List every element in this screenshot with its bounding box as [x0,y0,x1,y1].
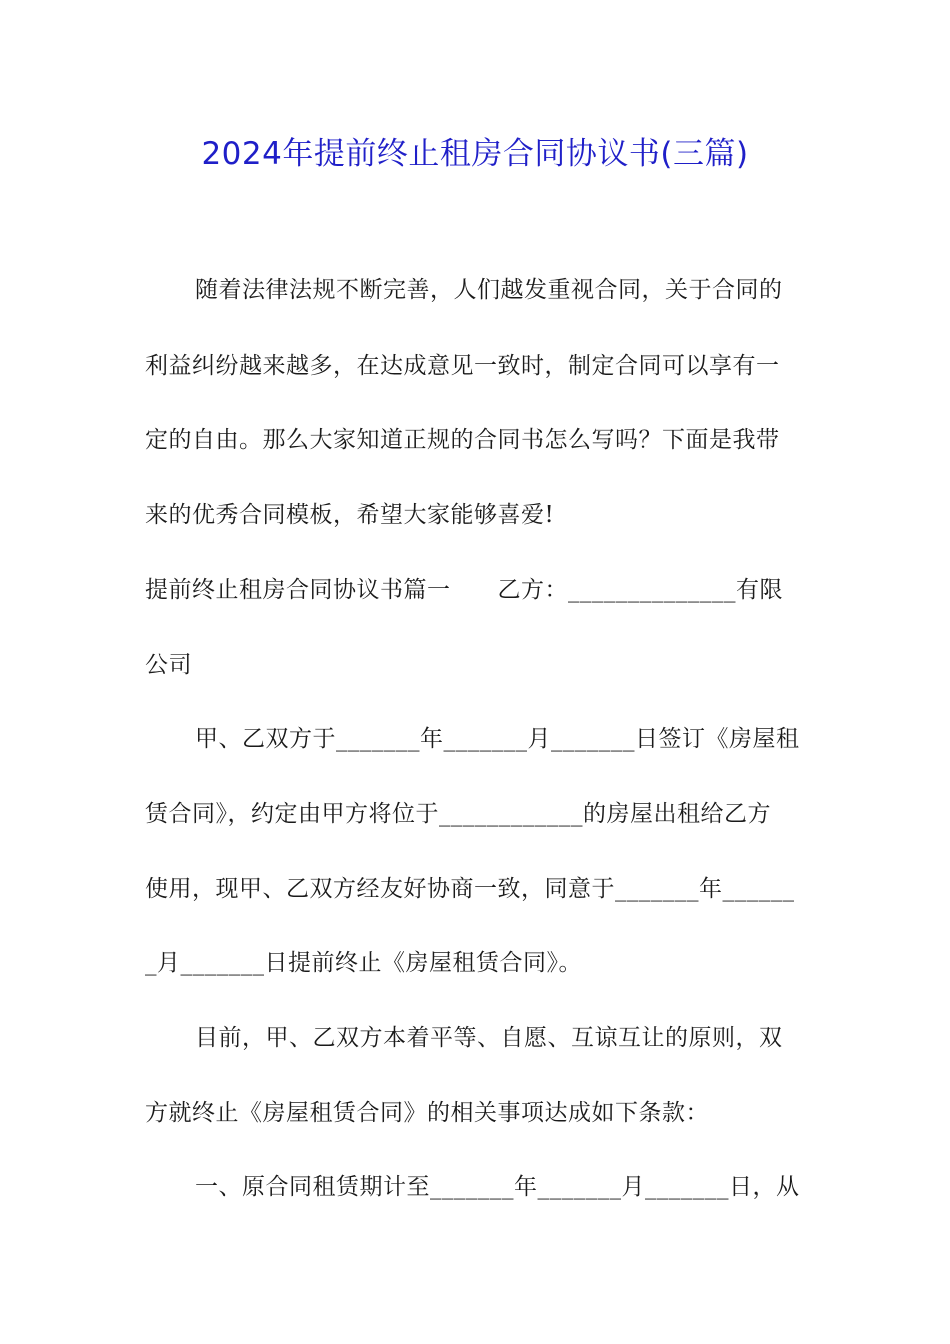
body-line: 定的自由。那么大家知道正规的合同书怎么写吗？下面是我带 [145,427,780,453]
document-title: 2024年提前终止租房合同协议书(三篇) [201,136,749,172]
body-line: 赁合同》，约定由甲方将位于____________的房屋出租给乙方 [145,801,771,827]
body-line: 利益纠纷越来越多，在达成意见一致时，制定合同可以享有一 [145,353,780,379]
body-line: _月_______日提前终止《房屋租赁合同》。 [145,950,582,976]
body-line: 公司 [145,652,192,678]
body-line: 来的优秀合同模板，希望大家能够喜爱! [145,502,555,528]
body-line: 目前，甲、乙双方本着平等、自愿、互谅互让的原则，双 [195,1025,783,1051]
body-line: 甲、乙双方于_______年_______月_______日签订《房屋租 [195,726,800,752]
body-line: 一、原合同租赁期计至_______年_______月_______日，从 [195,1174,800,1200]
body-line: 方就终止《房屋租赁合同》的相关事项达成如下条款： [145,1100,709,1126]
section-heading-line: 提前终止租房合同协议书篇一 乙方：______________有限 [145,577,783,603]
body-line: 随着法律法规不断完善，人们越发重视合同，关于合同的 [195,277,783,303]
body-line: 使用，现甲、乙双方经友好协商一致，同意于_______年______ [145,876,795,902]
